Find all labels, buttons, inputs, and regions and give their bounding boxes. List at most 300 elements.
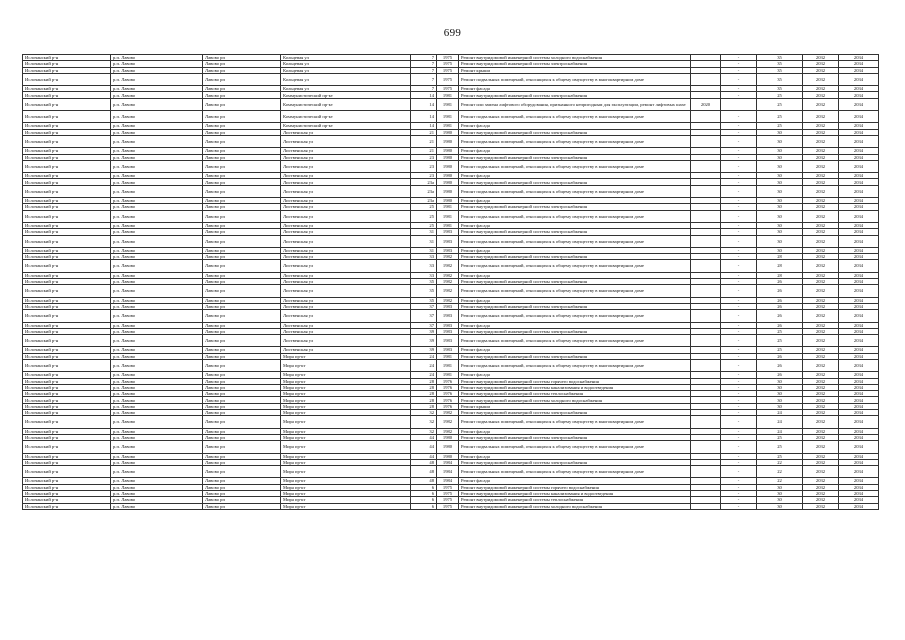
work-type-cell: Ремонт внутридомовой инженерной системы электроснабжения [459, 353, 691, 359]
start-year-cell: 2032 [803, 154, 839, 160]
construction-year-cell: 1975 [437, 484, 459, 490]
work-type-cell: Ремонт крыши [459, 403, 691, 409]
end-year-cell: 2034 [839, 98, 879, 110]
construction-year-cell: 1983 [437, 235, 459, 247]
district-cell: Ислочанский р-н [23, 497, 111, 503]
municipality-cell: Лавово рп [203, 229, 281, 235]
start-year-cell: 2032 [803, 55, 839, 61]
table-row [23, 335, 879, 347]
district-cell: Ислочанский р-н [23, 335, 111, 347]
street-cell: Лиственская ул [281, 335, 411, 347]
start-year-cell: 2032 [803, 247, 839, 253]
start-year-cell: 2032 [803, 478, 839, 484]
district-cell: Ислочанский р-н [23, 129, 111, 135]
settlement-cell: р.п. Лавово [111, 111, 203, 123]
end-year-cell: 2034 [839, 466, 879, 478]
amount-cell: 25 [757, 347, 803, 353]
work-type-cell: Ремонт фасада [459, 148, 691, 154]
table-row [23, 441, 879, 453]
house-number-cell: 6 [411, 497, 437, 503]
street-cell: Мира пр-кт [281, 491, 411, 497]
end-year-cell: 2034 [839, 210, 879, 222]
table-row [23, 135, 879, 147]
street-cell: Мира пр-кт [281, 397, 411, 403]
district-cell: Ислочанский р-н [23, 173, 111, 179]
end-year-cell: 2034 [839, 359, 879, 371]
district-cell: Ислочанский р-н [23, 359, 111, 371]
table-row [23, 466, 879, 478]
amount-cell: 30 [757, 173, 803, 179]
amount-cell: 28 [757, 260, 803, 272]
construction-year-cell: 1983 [437, 247, 459, 253]
dash-cell: - [721, 272, 757, 278]
house-number-cell: 25 [411, 222, 437, 228]
house-number-cell: 7 [411, 61, 437, 67]
municipality-cell: Лавово рп [203, 478, 281, 484]
start-year-cell: 2032 [803, 372, 839, 378]
construction-year-cell: 1982 [437, 260, 459, 272]
end-year-cell: 2034 [839, 55, 879, 61]
street-cell: Лиственская ул [281, 229, 411, 235]
dash-cell: - [721, 185, 757, 197]
district-cell: Ислочанский р-н [23, 403, 111, 409]
district-cell: Ислочанский р-н [23, 347, 111, 353]
street-cell: Мира пр-кт [281, 428, 411, 434]
municipality-cell: Лавово рп [203, 491, 281, 497]
start-year-cell: 2032 [803, 98, 839, 110]
dash-cell: - [721, 260, 757, 272]
settlement-cell: р.п. Лавово [111, 73, 203, 85]
settlement-cell: р.п. Лавово [111, 372, 203, 378]
start-year-cell: 2032 [803, 410, 839, 416]
dash-cell: - [721, 229, 757, 235]
work-type-cell: Ремонт внутридомовой инженерной системы холодного водоснабжения [459, 55, 691, 61]
dash-cell: - [721, 92, 757, 98]
construction-year-cell: 1984 [437, 478, 459, 484]
cost-cell [691, 359, 721, 371]
settlement-cell: р.п. Лавово [111, 285, 203, 297]
house-number-cell: 23а [411, 185, 437, 197]
municipality-cell: Лавово рп [203, 416, 281, 428]
end-year-cell: 2034 [839, 92, 879, 98]
amount-cell: 30 [757, 247, 803, 253]
cost-cell [691, 160, 721, 172]
construction-year-cell: 1981 [437, 372, 459, 378]
end-year-cell: 2034 [839, 453, 879, 459]
end-year-cell: 2034 [839, 235, 879, 247]
work-type-cell: Ремонт фасада [459, 247, 691, 253]
house-number-cell: 31 [411, 247, 437, 253]
repair-schedule-table [22, 54, 879, 510]
district-cell: Ислочанский р-н [23, 353, 111, 359]
work-type-cell: Ремонт внутридомовой инженерной системы электроснабжения [459, 61, 691, 67]
house-number-cell: 28 [411, 403, 437, 409]
amount-cell: 24 [757, 410, 803, 416]
construction-year-cell: 1975 [437, 55, 459, 61]
dash-cell: - [721, 397, 757, 403]
dash-cell: - [721, 484, 757, 490]
district-cell: Ислочанский р-н [23, 491, 111, 497]
start-year-cell: 2032 [803, 491, 839, 497]
work-type-cell: Ремонт внутридомовой инженерной системы теплоснабжения [459, 391, 691, 397]
settlement-cell: р.п. Лавово [111, 384, 203, 390]
street-cell: Лиственская ул [281, 322, 411, 328]
street-cell: Кольцевая ул [281, 86, 411, 92]
start-year-cell: 2032 [803, 129, 839, 135]
settlement-cell: р.п. Лавово [111, 173, 203, 179]
dash-cell: - [721, 328, 757, 334]
end-year-cell: 2034 [839, 61, 879, 67]
amount-cell: 30 [757, 491, 803, 497]
municipality-cell: Лавово рп [203, 198, 281, 204]
dash-cell: - [721, 222, 757, 228]
dash-cell: - [721, 347, 757, 353]
dash-cell: - [721, 441, 757, 453]
work-type-cell: Ремонт фасада [459, 478, 691, 484]
settlement-cell: р.п. Лавово [111, 303, 203, 309]
street-cell: Мира пр-кт [281, 416, 411, 428]
work-type-cell: Ремонт фасада [459, 428, 691, 434]
municipality-cell: Лавово рп [203, 497, 281, 503]
municipality-cell: Лавово рп [203, 154, 281, 160]
amount-cell: 30 [757, 198, 803, 204]
construction-year-cell: 1975 [437, 86, 459, 92]
settlement-cell: р.п. Лавово [111, 328, 203, 334]
municipality-cell: Лавово рп [203, 285, 281, 297]
district-cell: Ислочанский р-н [23, 466, 111, 478]
street-cell: Лиственская ул [281, 185, 411, 197]
municipality-cell: Лавово рп [203, 347, 281, 353]
district-cell: Ислочанский р-н [23, 235, 111, 247]
dash-cell: - [721, 179, 757, 185]
table-row [23, 260, 879, 272]
settlement-cell: р.п. Лавово [111, 397, 203, 403]
house-number-cell: 28 [411, 397, 437, 403]
start-year-cell: 2032 [803, 328, 839, 334]
district-cell: Ислочанский р-н [23, 459, 111, 465]
end-year-cell: 2034 [839, 410, 879, 416]
end-year-cell: 2034 [839, 285, 879, 297]
amount-cell: 30 [757, 235, 803, 247]
cost-cell [691, 260, 721, 272]
street-cell: Лиственская ул [281, 303, 411, 309]
amount-cell: 25 [757, 328, 803, 334]
cost-cell [691, 416, 721, 428]
work-type-cell: Ремонт внутридомовой инженерной системы электроснабжения [459, 328, 691, 334]
municipality-cell: Лавово рп [203, 310, 281, 322]
dash-cell: - [721, 154, 757, 160]
work-type-cell: Ремонт подвальных помещений, относящихся к общему имуществу в многоквартирном доме [459, 310, 691, 322]
district-cell: Ислочанский р-н [23, 98, 111, 110]
street-cell: Мира пр-кт [281, 466, 411, 478]
end-year-cell: 2034 [839, 384, 879, 390]
end-year-cell: 2034 [839, 335, 879, 347]
construction-year-cell: 1980 [437, 135, 459, 147]
table-row [23, 359, 879, 371]
street-cell: Мира пр-кт [281, 359, 411, 371]
amount-cell: 30 [757, 229, 803, 235]
dash-cell: - [721, 198, 757, 204]
table-row [23, 285, 879, 297]
dash-cell: - [721, 353, 757, 359]
construction-year-cell: 1983 [437, 347, 459, 353]
construction-year-cell: 1980 [437, 154, 459, 160]
work-type-cell: Ремонт подвальных помещений, относящихся к общему имуществу в многоквартирном доме [459, 441, 691, 453]
municipality-cell: Лавово рп [203, 160, 281, 172]
municipality-cell: Лавово рп [203, 55, 281, 61]
dash-cell: - [721, 459, 757, 465]
house-number-cell: 7 [411, 73, 437, 85]
house-number-cell: 48 [411, 466, 437, 478]
cost-cell [691, 335, 721, 347]
dash-cell: - [721, 111, 757, 123]
street-cell: Мира пр-кт [281, 372, 411, 378]
work-type-cell: Ремонт подвальных помещений, относящихся к общему имуществу в многоквартирном доме [459, 73, 691, 85]
settlement-cell: р.п. Лавово [111, 272, 203, 278]
construction-year-cell: 1982 [437, 297, 459, 303]
amount-cell: 26 [757, 279, 803, 285]
settlement-cell: р.п. Лавово [111, 185, 203, 197]
work-type-cell: Ремонт подвальных помещений, относящихся к общему имуществу в многоквартирном доме [459, 285, 691, 297]
end-year-cell: 2034 [839, 328, 879, 334]
end-year-cell: 2034 [839, 254, 879, 260]
amount-cell: 35 [757, 55, 803, 61]
work-type-cell: Ремонт внутридомовой инженерной системы электроснабжения [459, 410, 691, 416]
street-cell: Коммунистический пр-кт [281, 98, 411, 110]
district-cell: Ислочанский р-н [23, 303, 111, 309]
amount-cell: 22 [757, 459, 803, 465]
construction-year-cell: 1981 [437, 98, 459, 110]
amount-cell: 25 [757, 441, 803, 453]
start-year-cell: 2032 [803, 148, 839, 154]
work-type-cell: Ремонт внутридомовой инженерной системы теплоснабжения [459, 497, 691, 503]
amount-cell: 30 [757, 397, 803, 403]
amount-cell: 25 [757, 123, 803, 129]
municipality-cell: Лавово рп [203, 484, 281, 490]
district-cell: Ислочанский р-н [23, 285, 111, 297]
district-cell: Ислочанский р-н [23, 67, 111, 73]
dash-cell: - [721, 434, 757, 440]
construction-year-cell: 1981 [437, 210, 459, 222]
construction-year-cell: 1976 [437, 403, 459, 409]
house-number-cell: 35 [411, 297, 437, 303]
end-year-cell: 2034 [839, 185, 879, 197]
municipality-cell: Лавово рп [203, 92, 281, 98]
settlement-cell: р.п. Лавово [111, 347, 203, 353]
district-cell: Ислочанский р-н [23, 254, 111, 260]
district-cell: Ислочанский р-н [23, 198, 111, 204]
amount-cell: 26 [757, 285, 803, 297]
start-year-cell: 2032 [803, 335, 839, 347]
district-cell: Ислочанский р-н [23, 148, 111, 154]
district-cell: Ислочанский р-н [23, 397, 111, 403]
work-type-cell: Ремонт фасада [459, 453, 691, 459]
district-cell: Ислочанский р-н [23, 322, 111, 328]
municipality-cell: Лавово рп [203, 359, 281, 371]
amount-cell: 25 [757, 92, 803, 98]
district-cell: Ислочанский р-н [23, 378, 111, 384]
work-type-cell: Ремонт внутридомовой инженерной системы канализования и водоотведения [459, 384, 691, 390]
street-cell: Лиственская ул [281, 148, 411, 154]
end-year-cell: 2034 [839, 204, 879, 210]
cost-cell [691, 466, 721, 478]
dash-cell: - [721, 335, 757, 347]
dash-cell: - [721, 416, 757, 428]
amount-cell: 30 [757, 135, 803, 147]
start-year-cell: 2032 [803, 61, 839, 67]
district-cell: Ислочанский р-н [23, 416, 111, 428]
settlement-cell: р.п. Лавово [111, 322, 203, 328]
start-year-cell: 2032 [803, 384, 839, 390]
amount-cell: 30 [757, 210, 803, 222]
start-year-cell: 2032 [803, 272, 839, 278]
construction-year-cell: 1982 [437, 285, 459, 297]
end-year-cell: 2034 [839, 135, 879, 147]
work-type-cell: Ремонт подвальных помещений, относящихся к общему имуществу в многоквартирном доме [459, 160, 691, 172]
cost-cell [691, 210, 721, 222]
street-cell: Лиственская ул [281, 272, 411, 278]
start-year-cell: 2032 [803, 135, 839, 147]
amount-cell: 30 [757, 179, 803, 185]
municipality-cell: Лавово рп [203, 129, 281, 135]
work-type-cell: Ремонт подвальных помещений, относящихся к общему имуществу в многоквартирном доме [459, 235, 691, 247]
end-year-cell: 2034 [839, 247, 879, 253]
house-number-cell: 7 [411, 67, 437, 73]
end-year-cell: 2034 [839, 229, 879, 235]
start-year-cell: 2032 [803, 428, 839, 434]
dash-cell: - [721, 491, 757, 497]
municipality-cell: Лавово рп [203, 61, 281, 67]
construction-year-cell: 1981 [437, 92, 459, 98]
amount-cell: 25 [757, 453, 803, 459]
settlement-cell: р.п. Лавово [111, 497, 203, 503]
settlement-cell: р.п. Лавово [111, 86, 203, 92]
house-number-cell: 23 [411, 173, 437, 179]
house-number-cell: 24 [411, 353, 437, 359]
municipality-cell: Лавово рп [203, 135, 281, 147]
dash-cell: - [721, 403, 757, 409]
district-cell: Ислочанский р-н [23, 229, 111, 235]
end-year-cell: 2034 [839, 478, 879, 484]
dash-cell: - [721, 310, 757, 322]
amount-cell: 24 [757, 416, 803, 428]
amount-cell: 26 [757, 297, 803, 303]
district-cell: Ислочанский р-н [23, 179, 111, 185]
district-cell: Ислочанский р-н [23, 204, 111, 210]
street-cell: Мира пр-кт [281, 391, 411, 397]
district-cell: Ислочанский р-н [23, 410, 111, 416]
work-type-cell: Ремонт фасада [459, 322, 691, 328]
amount-cell: 30 [757, 391, 803, 397]
house-number-cell: 6 [411, 503, 437, 509]
construction-year-cell: 1982 [437, 410, 459, 416]
settlement-cell: р.п. Лавово [111, 459, 203, 465]
end-year-cell: 2034 [839, 279, 879, 285]
amount-cell: 26 [757, 372, 803, 378]
amount-cell: 30 [757, 148, 803, 154]
table-row [23, 98, 879, 110]
start-year-cell: 2032 [803, 441, 839, 453]
house-number-cell: 37 [411, 303, 437, 309]
municipality-cell: Лавово рп [203, 179, 281, 185]
end-year-cell: 2034 [839, 260, 879, 272]
dash-cell: - [721, 148, 757, 154]
work-type-cell: Ремонт внутридомовой инженерной системы холодного водоснабжения [459, 503, 691, 509]
municipality-cell: Лавово рп [203, 98, 281, 110]
street-cell: Лиственская ул [281, 279, 411, 285]
municipality-cell: Лавово рп [203, 384, 281, 390]
work-type-cell: Ремонт внутридомовой инженерной системы электроснабжения [459, 303, 691, 309]
cost-cell [691, 285, 721, 297]
municipality-cell: Лавово рп [203, 123, 281, 129]
start-year-cell: 2032 [803, 391, 839, 397]
cost-cell [691, 111, 721, 123]
table-row [23, 185, 879, 197]
municipality-cell: Лавово рп [203, 67, 281, 73]
dash-cell: - [721, 322, 757, 328]
start-year-cell: 2032 [803, 204, 839, 210]
construction-year-cell: 1975 [437, 503, 459, 509]
amount-cell: 25 [757, 111, 803, 123]
settlement-cell: р.п. Лавово [111, 204, 203, 210]
house-number-cell: 39 [411, 347, 437, 353]
start-year-cell: 2032 [803, 359, 839, 371]
end-year-cell: 2034 [839, 372, 879, 378]
construction-year-cell: 1981 [437, 222, 459, 228]
start-year-cell: 2032 [803, 86, 839, 92]
district-cell: Ислочанский р-н [23, 154, 111, 160]
house-number-cell: 25 [411, 204, 437, 210]
municipality-cell: Лавово рп [203, 372, 281, 378]
settlement-cell: р.п. Лавово [111, 428, 203, 434]
settlement-cell: р.п. Лавово [111, 222, 203, 228]
street-cell: Мира пр-кт [281, 478, 411, 484]
start-year-cell: 2032 [803, 416, 839, 428]
municipality-cell: Лавово рп [203, 322, 281, 328]
district-cell: Ислочанский р-н [23, 453, 111, 459]
district-cell: Ислочанский р-н [23, 185, 111, 197]
start-year-cell: 2032 [803, 403, 839, 409]
end-year-cell: 2034 [839, 497, 879, 503]
municipality-cell: Лавово рп [203, 210, 281, 222]
settlement-cell: р.п. Лавово [111, 478, 203, 484]
municipality-cell: Лавово рп [203, 410, 281, 416]
house-number-cell: 14 [411, 92, 437, 98]
settlement-cell: р.п. Лавово [111, 198, 203, 204]
house-number-cell: 44 [411, 434, 437, 440]
dash-cell: - [721, 466, 757, 478]
work-type-cell: Ремонт внутридомовой инженерной системы горячего водоснабжения [459, 484, 691, 490]
start-year-cell: 2032 [803, 459, 839, 465]
table-row [23, 310, 879, 322]
house-number-cell: 7 [411, 86, 437, 92]
municipality-cell: Лавово рп [203, 235, 281, 247]
construction-year-cell: 1981 [437, 111, 459, 123]
street-cell: Лиственская ул [281, 285, 411, 297]
start-year-cell: 2032 [803, 111, 839, 123]
amount-cell: 26 [757, 353, 803, 359]
dash-cell: - [721, 73, 757, 85]
construction-year-cell: 1975 [437, 67, 459, 73]
street-cell: Мира пр-кт [281, 497, 411, 503]
dash-cell [721, 98, 757, 110]
table-row [23, 235, 879, 247]
end-year-cell: 2034 [839, 428, 879, 434]
construction-year-cell: 1982 [437, 416, 459, 428]
amount-cell: 30 [757, 185, 803, 197]
construction-year-cell: 1980 [437, 173, 459, 179]
house-number-cell: 32 [411, 416, 437, 428]
